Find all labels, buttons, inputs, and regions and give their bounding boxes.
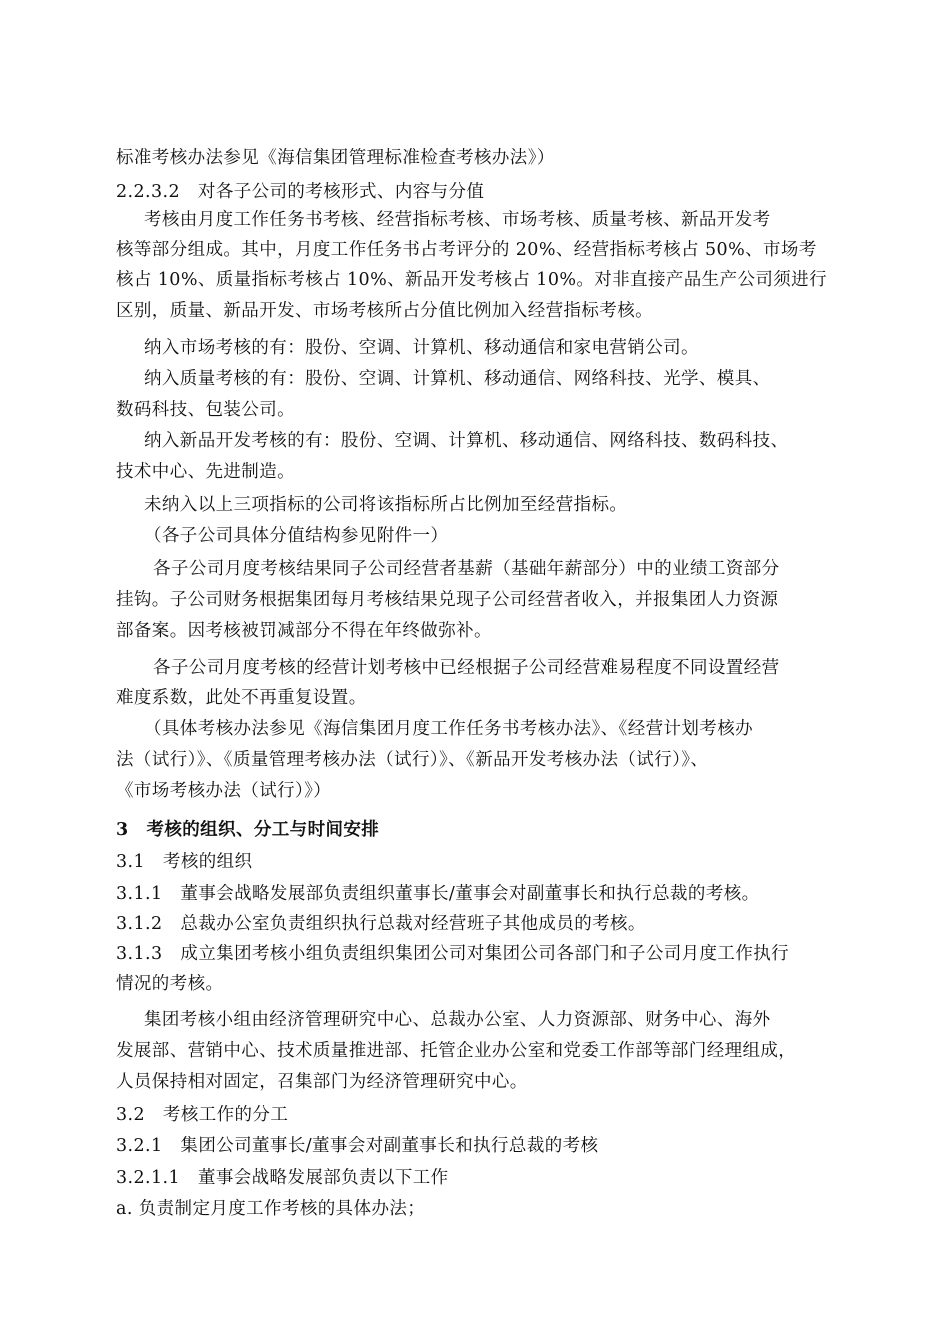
- text-line: 标准考核办法参见《海信集团管理标准检查考核办法》）: [116, 148, 555, 168]
- paragraph-line: 未纳入以上三项指标的公司将该指标所占比例加至经营指标。: [144, 495, 628, 515]
- paragraph-line: 人员保持相对固定，召集部门为经济管理研究中心。: [116, 1072, 528, 1092]
- paragraph-line: 集团考核小组由经济管理研究中心、总裁办公室、人力资源部、财务中心、海外: [144, 1010, 771, 1030]
- paragraph-line: 法（试行）》、《质量管理考核办法（试行）》、《新品开发考核办法（试行）》、: [116, 750, 709, 770]
- paragraph-line: 各子公司月度考核结果同子公司经营者基薪（基础年薪部分）中的业绩工资部分: [153, 559, 780, 579]
- paragraph-line: 纳入市场考核的有：股份、空调、计算机、移动通信和家电营销公司。: [144, 338, 699, 358]
- paragraph-line: 3.1.2 总裁办公室负责组织执行总裁对经营班子其他成员的考核。: [116, 914, 646, 934]
- section-heading: 2.2.3.2 对各子公司的考核形式、内容与分值: [116, 182, 485, 202]
- paragraph-line: 数码科技、包装公司。: [116, 400, 295, 420]
- chapter-heading: 3 考核的组织、分工与时间安排: [116, 820, 380, 840]
- paragraph-line: 3.1.1 董事会战略发展部负责组织董事长/董事会对副董事长和执行总裁的考核。: [116, 884, 760, 904]
- paragraph-line: 难度系数，此处不再重复设置。: [116, 688, 367, 708]
- section-heading: 3.1 考核的组织: [116, 852, 253, 872]
- paragraph-line: 区别，质量、新品开发、市场考核所占分值比例加入经营指标考核。: [116, 301, 653, 321]
- paragraph-line: 技术中心、先进制造。: [116, 462, 295, 482]
- paragraph-line: 3.1.3 成立集团考核小组负责组织集团公司对集团公司各部门和子公司月度工作执行: [116, 944, 790, 964]
- paragraph-line: 核等部分组成。其中，月度工作任务书占考评分的 20%、经营指标考核占 50%、市场考: [116, 240, 817, 260]
- paragraph-line: 核占 10%、质量指标考核占 10%、新品开发考核占 10%。对非直接产品生产公司须进行: [116, 270, 827, 290]
- paragraph-line: 挂钩。子公司财务根据集团每月考核结果兑现子公司经营者收入，并报集团人力资源: [116, 590, 779, 610]
- paragraph-line: （具体考核办法参见《海信集团月度工作任务书考核办法》、《经营计划考核办: [144, 719, 753, 739]
- paragraph-line: 考核由月度工作任务书考核、经营指标考核、市场考核、质量考核、新品开发考: [144, 210, 771, 230]
- paragraph-line: （各子公司具体分值结构参见附件一）: [144, 526, 449, 546]
- section-heading: 3.2.1 集团公司董事长/董事会对副董事长和执行总裁的考核: [116, 1136, 599, 1156]
- list-item: a. 负责制定月度工作考核的具体办法；: [116, 1199, 426, 1219]
- paragraph-line: 发展部、营销中心、技术质量推进部、托管企业办公室和党委工作部等部门经理组成，: [116, 1041, 797, 1061]
- paragraph-line: 《市场考核办法（试行）》）: [116, 781, 332, 801]
- paragraph-line: 情况的考核。: [116, 974, 224, 994]
- paragraph-line: 各子公司月度考核的经营计划考核中已经根据子公司经营难易程度不同设置经营: [153, 658, 780, 678]
- paragraph-line: 部备案。因考核被罚减部分不得在年终做弥补。: [116, 621, 492, 641]
- paragraph-line: 纳入质量考核的有：股份、空调、计算机、移动通信、网络科技、光学、模具、: [144, 369, 771, 389]
- section-heading: 3.2.1.1 董事会战略发展部负责以下工作: [116, 1168, 449, 1188]
- section-heading: 3.2 考核工作的分工: [116, 1105, 289, 1125]
- paragraph-line: 纳入新品开发考核的有：股份、空调、计算机、移动通信、网络科技、数码科技、: [144, 431, 789, 451]
